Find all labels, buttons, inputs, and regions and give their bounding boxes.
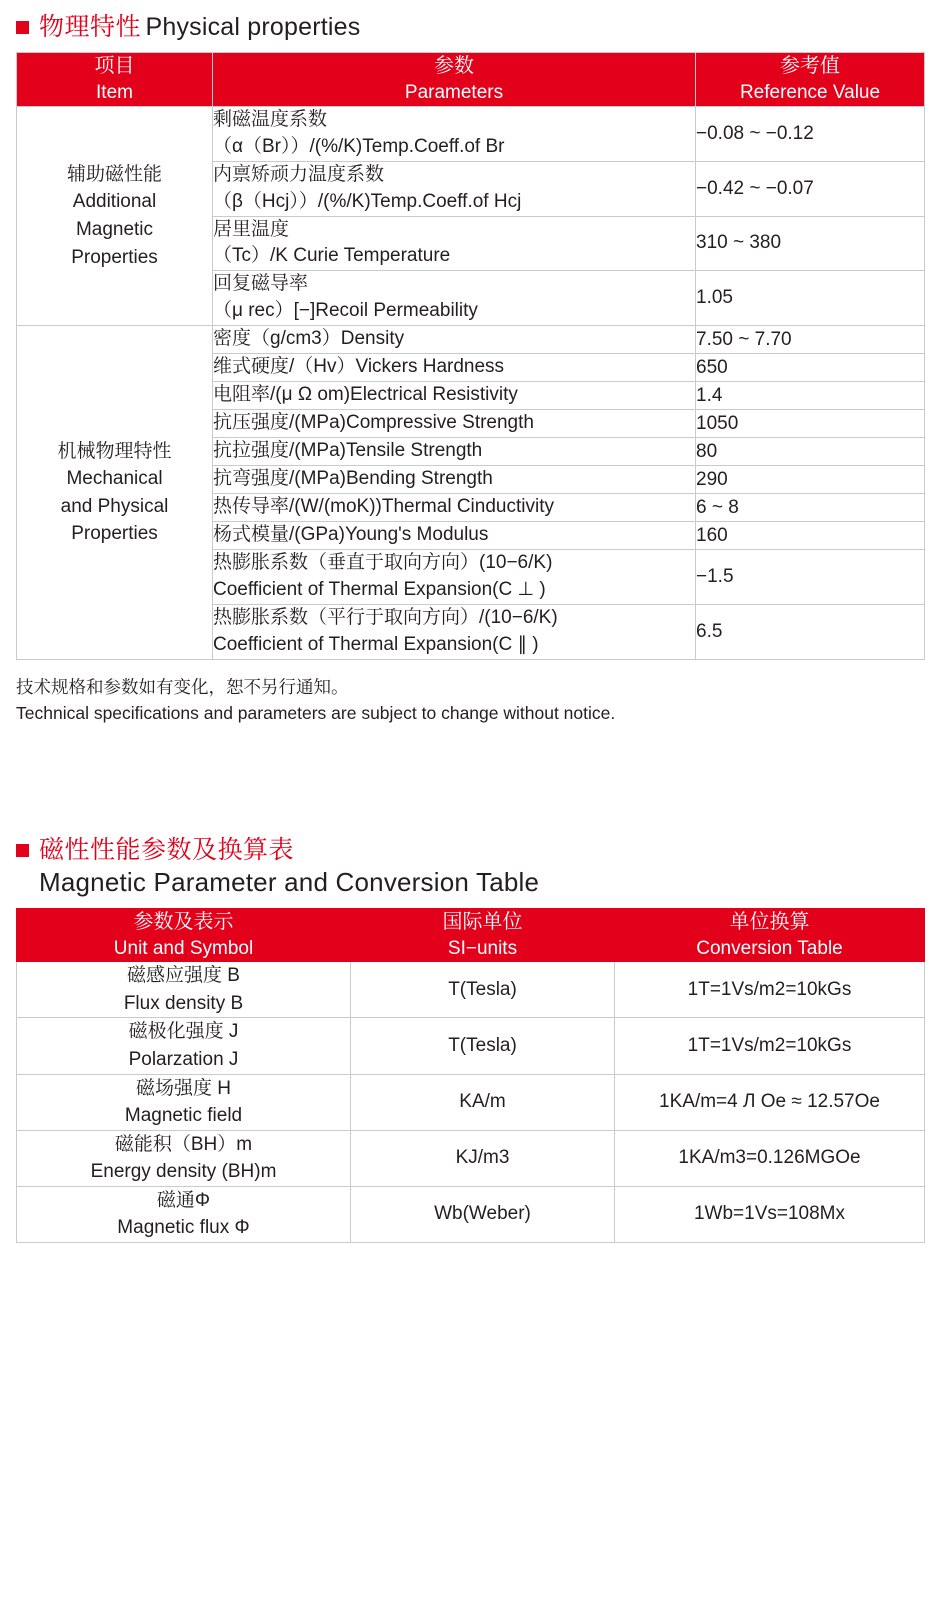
table-row [17, 1130, 925, 1186]
conversion-cell: 1KA/m3=0.126MGOe [615, 1130, 925, 1186]
parameter-cell [213, 494, 696, 522]
heading-text [39, 12, 360, 42]
section-spacer [0, 727, 940, 823]
parameter-cell [213, 410, 696, 438]
heading-en: Physical properties [145, 13, 361, 41]
parameter-cell [213, 271, 696, 326]
conversion-cell: 1KA/m=4 Л Oe ≈ 12.57Oe [615, 1074, 925, 1130]
header-si-cn: 国际单位 [442, 910, 523, 933]
header-unit-symbol [17, 908, 351, 962]
table-header-row [17, 908, 925, 962]
parameter-line1: 杨式模量/(GPa)Young's Modulus [213, 524, 489, 546]
header-unit-cn: 参数及表示 [133, 910, 234, 933]
parameter-line1: 抗弯强度/(MPa)Bending Strength [213, 468, 493, 490]
header-item [17, 53, 213, 107]
group-label-en-3: Properties [71, 523, 158, 545]
value-cell: 160 [696, 522, 925, 550]
unit-en: Magnetic field [124, 1105, 243, 1127]
heading-cn: 磁性性能参数及换算表 [39, 835, 295, 864]
unit-en: Flux density B [123, 992, 244, 1014]
parameter-cell [213, 466, 696, 494]
parameter-line1: 热膨胀系数（平行于取向方向）/(10−6/K) [213, 607, 558, 629]
parameter-line1: 电阻率/(μ Ω om)Electrical Resistivity [213, 384, 518, 406]
si-unit-cell: KJ/m3 [351, 1130, 615, 1186]
parameter-cell [213, 605, 696, 660]
group-label-cn: 辅助磁性能 [66, 163, 162, 185]
table-row [17, 326, 925, 354]
header-reference-en: Reference Value [739, 82, 881, 103]
physical-properties-heading [16, 12, 940, 42]
parameter-line2: Coefficient of Thermal Expansion(C ∥ ) [213, 634, 539, 656]
table-header-row [17, 53, 925, 107]
heading-text [39, 835, 539, 898]
parameter-cell [213, 216, 696, 271]
heading-en: Magnetic Parameter and Conversion Table [39, 866, 540, 897]
parameter-line2: （α（Br））/(%/K)Temp.Coeff.of Br [213, 135, 505, 157]
parameter-cell [213, 522, 696, 550]
unit-cn: 磁场强度 H [135, 1077, 231, 1099]
parameter-cell [213, 106, 696, 161]
parameter-line1: 内禀矫顽力温度系数 [213, 163, 385, 185]
header-si-units [351, 908, 615, 962]
group-label-en-1: Additional [72, 191, 157, 213]
parameter-line1: 回复磁导率 [213, 273, 309, 295]
value-cell: 310 ~ 380 [696, 216, 925, 271]
unit-cn: 磁通Φ [156, 1189, 211, 1211]
unit-symbol-cell [17, 1074, 351, 1130]
header-conversion-en: Conversion Table [696, 937, 843, 959]
group-label-additional-magnetic [17, 106, 213, 326]
bullet-square-icon [16, 21, 29, 34]
conversion-table-heading [16, 835, 940, 898]
magnetic-conversion-table [16, 908, 925, 1243]
header-conversion-cn: 单位换算 [729, 910, 810, 933]
parameter-line1: 热膨胀系数（垂直于取向方向）(10−6/K) [213, 552, 553, 574]
header-item-cn: 项目 [94, 55, 135, 77]
bullet-square-icon [16, 844, 29, 857]
parameter-cell [213, 550, 696, 605]
table-row [17, 1074, 925, 1130]
unit-en: Polarzation J [128, 1048, 239, 1070]
unit-en: Energy density (BH)m [90, 1161, 277, 1183]
value-cell: 1.05 [696, 271, 925, 326]
parameter-line2: Coefficient of Thermal Expansion(C ⊥ ) [213, 579, 546, 601]
si-unit-cell: KA/m [351, 1074, 615, 1130]
unit-cn: 磁感应强度 B [127, 965, 240, 987]
header-reference-value [696, 53, 925, 107]
note-cn: 技术规格和参数如有变化，恕不另行通知。 [16, 677, 349, 698]
note-en: Technical specifications and parameters are subject to change without notice. [16, 703, 616, 724]
disclaimer-note [16, 674, 924, 727]
unit-cn: 磁能积（BH）m [114, 1133, 253, 1155]
header-conversion [615, 908, 925, 962]
group-label-mechanical-physical [17, 326, 213, 660]
si-unit-cell: T(Tesla) [351, 962, 615, 1018]
parameter-line1: 维式硬度/（Hv）Vickers Hardness [213, 356, 505, 378]
heading-cn: 物理特性 [39, 13, 142, 41]
document-page [0, 12, 940, 1243]
table-row [17, 106, 925, 161]
value-cell: −0.42 ~ −0.07 [696, 161, 925, 216]
parameter-cell [213, 438, 696, 466]
unit-cn: 磁极化强度 J [128, 1021, 239, 1043]
value-cell: 1050 [696, 410, 925, 438]
table-row [17, 1018, 925, 1074]
parameter-line1: 密度（g/cm3）Density [213, 328, 405, 350]
unit-symbol-cell [17, 962, 351, 1018]
value-cell: −1.5 [696, 550, 925, 605]
header-parameters [213, 53, 696, 107]
conversion-cell: 1T=1Vs/m2=10kGs [615, 1018, 925, 1074]
parameter-cell [213, 354, 696, 382]
header-item-en: Item [96, 82, 133, 103]
parameter-cell [213, 382, 696, 410]
value-cell: 650 [696, 354, 925, 382]
table-row [17, 962, 925, 1018]
conversion-cell: 1T=1Vs/m2=10kGs [615, 962, 925, 1018]
header-reference-cn: 参考值 [780, 55, 840, 77]
header-unit-en: Unit and Symbol [113, 937, 254, 959]
parameter-line1: 剩磁温度系数 [213, 108, 328, 130]
unit-symbol-cell [17, 1186, 351, 1242]
parameter-line2: （μ rec）[−]Recoil Permeability [213, 300, 478, 322]
table-row [17, 1186, 925, 1242]
parameter-cell [213, 161, 696, 216]
value-cell: 80 [696, 438, 925, 466]
value-cell: 6.5 [696, 605, 925, 660]
physical-properties-table [16, 52, 925, 660]
parameter-line1: 居里温度 [213, 218, 290, 240]
parameter-cell [213, 326, 696, 354]
group-label-en-2: Magnetic [75, 219, 154, 241]
value-cell: 1.4 [696, 382, 925, 410]
si-unit-cell: T(Tesla) [351, 1018, 615, 1074]
value-cell: 290 [696, 466, 925, 494]
conversion-cell: 1Wb=1Vs=108Mx [615, 1186, 925, 1242]
parameter-line2: （Tc）/K Curie Temperature [213, 245, 451, 267]
parameter-line1: 抗拉强度/(MPa)Tensile Strength [213, 440, 483, 462]
value-cell: 7.50 ~ 7.70 [696, 326, 925, 354]
header-parameters-cn: 参数 [434, 55, 474, 77]
group-label-cn: 机械物理特性 [57, 440, 172, 462]
parameter-line2: （β（Hcj））/(%/K)Temp.Coeff.of Hcj [213, 190, 522, 212]
value-cell: −0.08 ~ −0.12 [696, 106, 925, 161]
parameter-line1: 抗压强度/(MPa)Compressive Strength [213, 412, 534, 434]
group-label-en-1: Mechanical [66, 468, 163, 490]
si-unit-cell: Wb(Weber) [351, 1186, 615, 1242]
group-label-en-3: Properties [71, 246, 158, 268]
value-cell: 6 ~ 8 [696, 494, 925, 522]
parameter-line1: 热传导率/(W/(moK))Thermal Cinductivity [213, 496, 554, 518]
unit-symbol-cell [17, 1018, 351, 1074]
group-label-en-2: and Physical [60, 495, 169, 517]
unit-symbol-cell [17, 1130, 351, 1186]
unit-en: Magnetic flux Φ [117, 1217, 250, 1239]
header-si-en: SI−units [447, 937, 518, 959]
header-parameters-en: Parameters [404, 82, 504, 103]
